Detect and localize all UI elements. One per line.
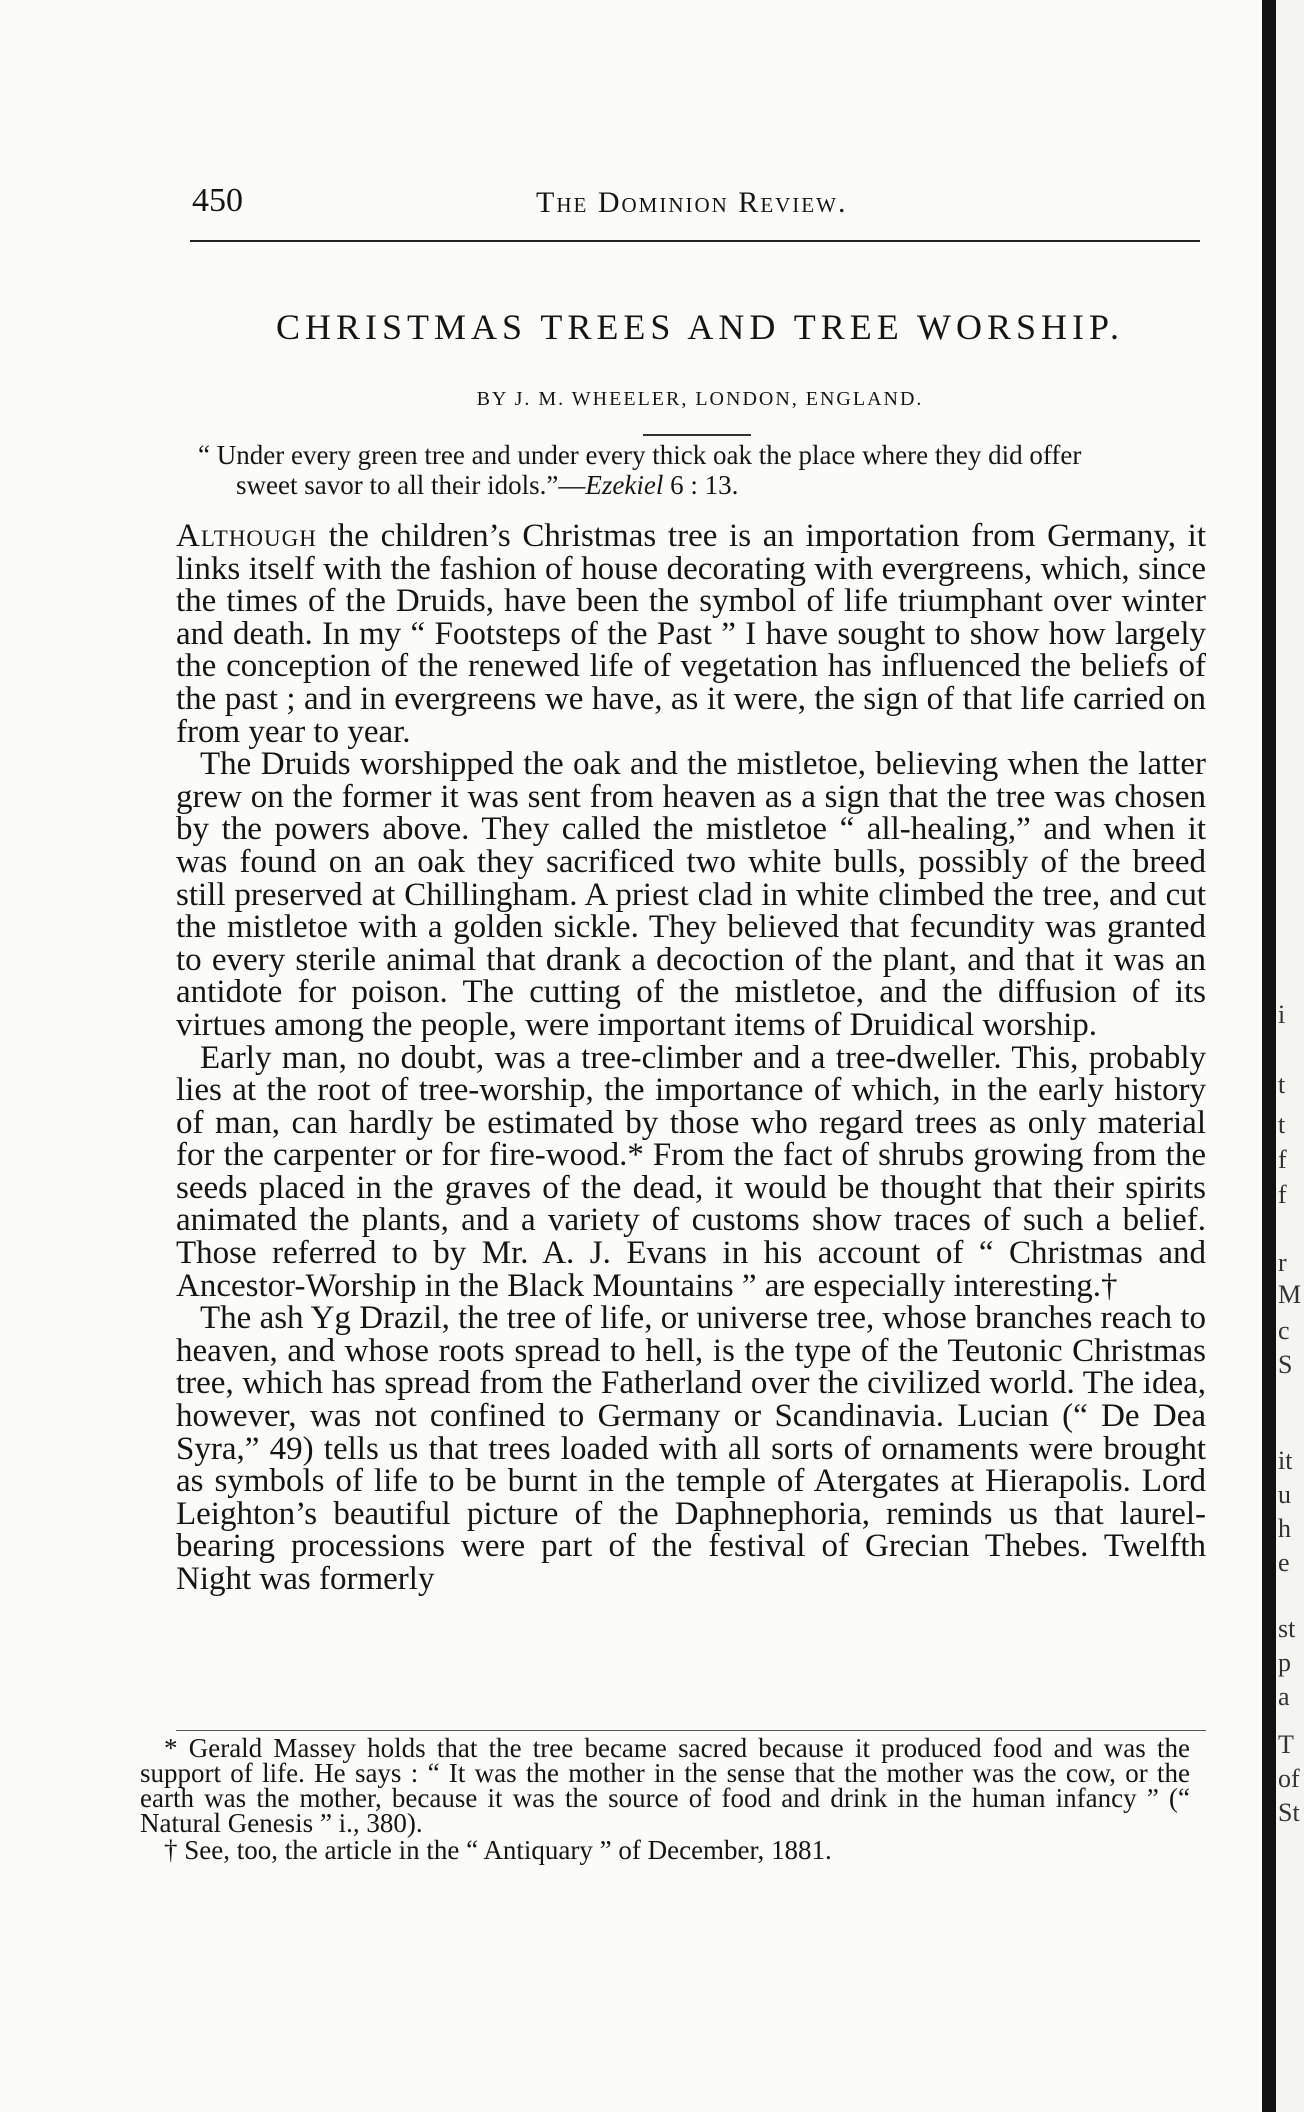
article-title: CHRISTMAS TREES AND TREE WORSHIP.	[275, 307, 1125, 347]
adjacent-fragment: f	[1278, 1180, 1287, 1209]
adjacent-fragment: t	[1278, 1110, 1286, 1139]
adjacent-fragment: r	[1278, 1248, 1287, 1277]
adjacent-fragment: T	[1278, 1730, 1294, 1759]
article-body	[176, 520, 1206, 1596]
adjacent-fragment: f	[1278, 1145, 1287, 1174]
adjacent-fragment: S	[1278, 1350, 1293, 1379]
paragraph-1	[176, 520, 1206, 748]
adjacent-fragment: u	[1278, 1480, 1291, 1509]
footnote-1: * Gerald Massey holds that the tree became sacred because it produced food and was the support of life. He says : “ It was the mother in the sense that the mother was the cow, or the earth was the mother, because it was the source of food and drink in the human infancy ” (“ Natural Genesis ” i., 380).	[140, 1733, 1190, 1838]
epigraph-text: sweet savor to all their idols.”—	[236, 470, 586, 500]
adjacent-fragment: h	[1278, 1514, 1291, 1543]
adjacent-fragment: c	[1278, 1316, 1290, 1345]
running-head: The Dominion Review.	[536, 186, 848, 219]
header-rule	[190, 240, 1200, 242]
adjacent-fragment: t	[1278, 1070, 1286, 1099]
adjacent-fragment: M	[1278, 1280, 1302, 1309]
adjacent-fragment: i	[1278, 1000, 1286, 1029]
byline-rule	[643, 434, 751, 436]
adjacent-fragment: st	[1278, 1614, 1296, 1643]
adjacent-fragment: p	[1278, 1648, 1291, 1677]
epigraph-line-1: “ Under every green tree and under every thick oak the place where they did offer	[198, 440, 1082, 470]
page-gutter	[1262, 0, 1276, 2112]
adjacent-fragment: e	[1278, 1548, 1290, 1577]
adjacent-fragment: it	[1278, 1446, 1293, 1475]
epigraph-source: Ezekiel	[585, 470, 664, 500]
epigraph-line-2	[176, 470, 1206, 500]
paragraph-lead-word: Although	[176, 518, 317, 554]
footnote-rule	[176, 1730, 1206, 1731]
paragraph-2: The Druids worshipped the oak and the mistletoe, believing when the latter grew on the former it was sent from heaven as a sign that the tree was chosen by the powers above. They called the mistletoe “ all-healing,” and when it was found on an oak they sacrificed two white bulls, possibly of the breed still preserved at Chillingham. A priest clad in white climbed the tree, and cut the mistletoe with a golden sickle. They believed that fecundity was granted to every sterile animal that drank a decoction of the plant, and that it was an antidote for poison. The cutting of the mistletoe, and the diffusion of its virtues among the people, were important items of Druidical worship.	[176, 746, 1206, 1043]
paragraph-4: The ash Yg Drazil, the tree of life, or universe tree, whose branches reach to heaven, and whose roots spread to hell, is the type of the Teutonic Christmas tree, which has spread from the Fatherland over the civilized world. The idea, however, was not confined to Germany or Scandinavia. Lucian (“ De Dea Syra,” 49) tells us that trees loaded with all sorts of ornaments were brought as symbols of life to be burnt in the temple of Atergates at Hierapolis. Lord Leighton’s beautiful picture of the Daphnephoria, reminds us that laurel-bearing processions were part of the festival of Grecian Thebes. Twelfth Night was formerly	[176, 1300, 1206, 1597]
adjacent-fragment: a	[1278, 1682, 1290, 1711]
footnote-2: † See, too, the article in the “ Antiquary ” of December, 1881.	[164, 1835, 832, 1865]
page-header	[190, 178, 1200, 234]
paragraph-text: the children’s Christmas tree is an importation from Germany, it links itself with the fashion of house decorating with evergreens, which, since the times of the Druids, have been the symbol of life triumphant over winter and death. In my “ Footsteps of the Past ” I have sought to show how largely the conception of the renewed life of vegetation has influenced the beliefs of the past ; and in evergreens we have, as it were, the sign of that life carried on from year to year.	[176, 518, 1206, 750]
page-number: 450	[192, 182, 243, 219]
adjacent-fragment: St	[1278, 1798, 1300, 1827]
epigraph-reference: 6 : 13.	[663, 470, 739, 500]
epigraph	[176, 440, 1206, 500]
article-byline: BY J. M. WHEELER, LONDON, ENGLAND.	[476, 388, 924, 410]
footnotes	[140, 1733, 1190, 1865]
paragraph-3: Early man, no doubt, was a tree-climber and a tree-dweller. This, probably lies at the root of tree-worship, the importance of which, in the early history of man, can hardly be estimated by those who regard trees as only material for the carpenter or for fire-wood.* From the fact of shrubs growing from the seeds placed in the graves of the dead, it would be thought that their spirits animated the plants, and a variety of customs show traces of such a belief. Those referred to by Mr. A. J. Evans in his account of “ Christmas and Ancestor-Worship in the Black Mountains ” are especially interesting.†	[176, 1039, 1206, 1304]
adjacent-fragment: of	[1278, 1764, 1300, 1793]
adjacent-page-edge	[1276, 0, 1304, 2112]
